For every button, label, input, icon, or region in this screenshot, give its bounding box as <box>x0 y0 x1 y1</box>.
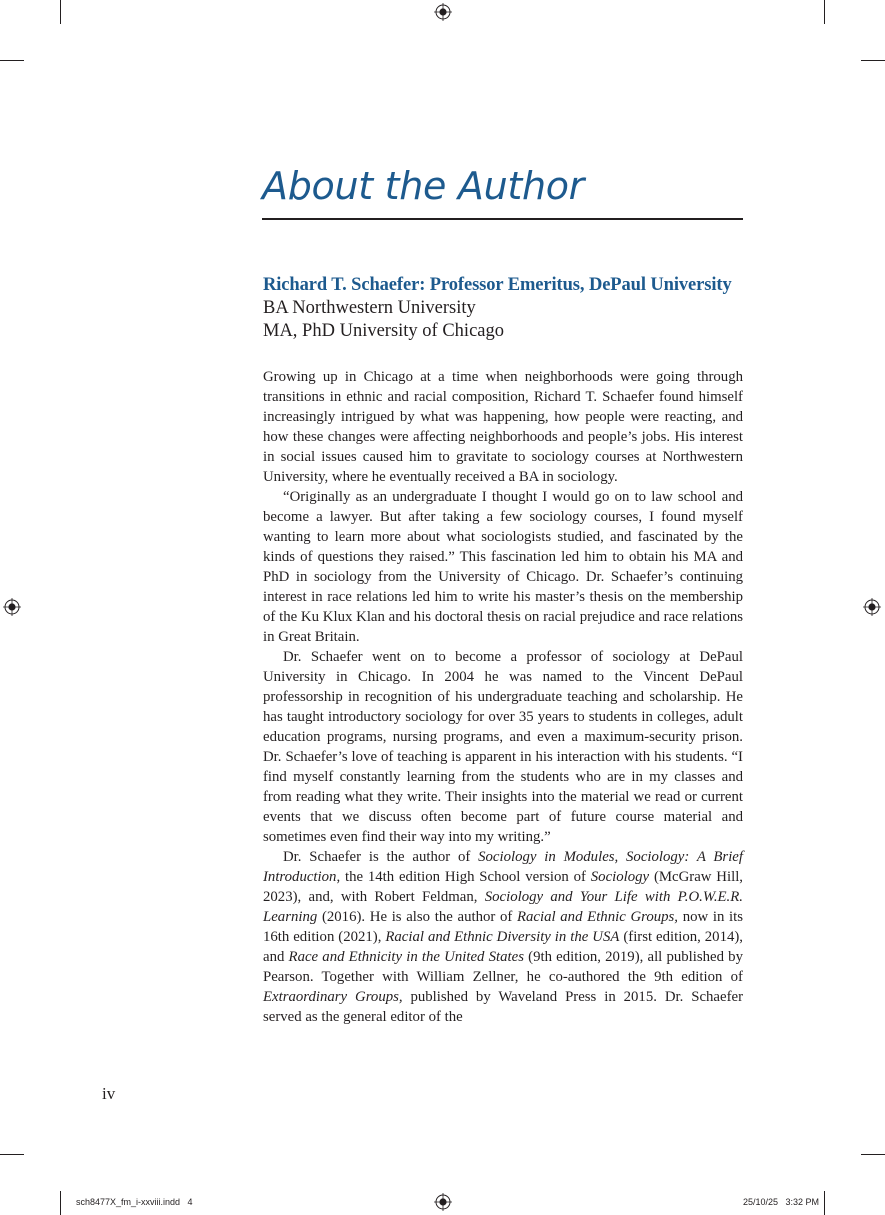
text-run: (McGraw Hill, 2023), and, with Robert Feldman, <box>263 869 744 905</box>
text-run: , the 14th edition High School version of <box>336 869 591 885</box>
paragraph <box>263 647 743 847</box>
registration-mark-icon <box>434 1193 452 1211</box>
page-number: iv <box>102 1084 116 1103</box>
italic-title-run: Sociology in Modules, Sociology: A Brief Introduction <box>263 849 743 885</box>
author-heading <box>263 274 744 343</box>
crop-mark-top-right <box>824 0 825 24</box>
text-run: (9th edition, 2019), all published by Pearson. Together with William Zellner, he co-authored the 9th edition of <box>263 949 743 985</box>
paragraph <box>263 487 743 647</box>
italic-title-run: Sociology <box>590 869 650 885</box>
crop-mark-bottom-left-h <box>0 1154 24 1155</box>
registration-mark-icon <box>434 3 452 21</box>
text-run: (first edition, 2014), and <box>263 929 743 965</box>
title-rule <box>262 218 743 220</box>
text-run: Dr. Schaefer is the author of <box>283 849 479 865</box>
crop-mark-bottom-right <box>824 1191 825 1215</box>
text-run: “Originally as an undergraduate I thought I would go on to law school and become a lawyer. But after taking a few sociology courses, I found myself wanting to learn more about what sociologists studied, and fascinated by the kinds of questions they raised.” This fascination led him to obtain his MA and PhD in sociology from the University of Chicago. Dr. Schaefer’s continuing interest in race relations led him to write his master’s thesis on the membership of the Ku Klux Klan and his doctoral thesis on racial prejudice and race relations in Great Britain. <box>263 489 743 645</box>
paragraph <box>263 367 743 487</box>
italic-title-run: Race and Ethnicity in the United States <box>288 949 524 965</box>
crop-mark-top-left-h <box>0 60 24 61</box>
text-run: (2016). He is also the author of <box>317 909 517 925</box>
biography-text <box>263 367 743 1027</box>
crop-mark-bottom-left <box>60 1191 61 1215</box>
italic-title-run: Sociology and Your Life with P.O.W.E.R. Learning <box>263 889 743 925</box>
text-run: Growing up in Chicago at a time when neighborhoods were going through transitions in ethnic and racial composition, Richard T. Schaefer found himself increasingly intrigued by what was happening, how people were reacting, and how these changes were affecting neighborhoods and people’s jobs. His interest in social issues caused him to gravitate to sociology courses at Northwestern University, where he eventually received a BA in sociology. <box>263 369 743 485</box>
text-run: Dr. Schaefer went on to become a professor of sociology at DePaul University in Chicago. In 2004 he was named to the Vincent DePaul professorship in recognition of his undergraduate teaching and scholarship. He has taught introductory sociology for over 35 years to students in colleges, adult education programs, nursing programs, and even a maximum-security prison. Dr. Schaefer’s love of teaching is apparent in his interaction with his students. “I find myself constantly learning from the students who are in my classes and from reading what they write. Their insights into the material we read or current events that we discuss often become part of future course material and sometimes even find their way into my writing.” <box>263 649 743 845</box>
slug-filename: sch8477X_fm_i-xxviii.indd 4 <box>76 1197 193 1207</box>
degree-line: BA Northwestern University <box>263 298 476 318</box>
crop-mark-bottom-right-h <box>861 1154 885 1155</box>
slug-timestamp: 25/10/25 3:32 PM <box>742 1197 819 1207</box>
italic-title-run: Racial and Ethnic Diversity in the USA <box>385 929 620 945</box>
text-run: published by Waveland Press in 2015. Dr. Schaefer served as the general editor of the <box>263 989 743 1025</box>
paragraph <box>263 847 743 1027</box>
registration-mark-icon <box>863 598 881 616</box>
italic-title-run: Racial and Ethnic Groups, <box>516 909 679 925</box>
crop-mark-top-left <box>60 0 61 24</box>
crop-mark-top-right-h <box>861 60 885 61</box>
registration-mark-icon <box>3 598 21 616</box>
page-title: About the Author <box>262 164 585 208</box>
author-name: Richard T. Schaefer: Professor Emeritus, DePaul University <box>263 275 732 295</box>
text-run: now in its 16th edition (2021), <box>263 909 744 945</box>
italic-title-run: Extraordinary Groups, <box>263 989 403 1005</box>
degree-line: MA, PhD University of Chicago <box>263 321 504 341</box>
